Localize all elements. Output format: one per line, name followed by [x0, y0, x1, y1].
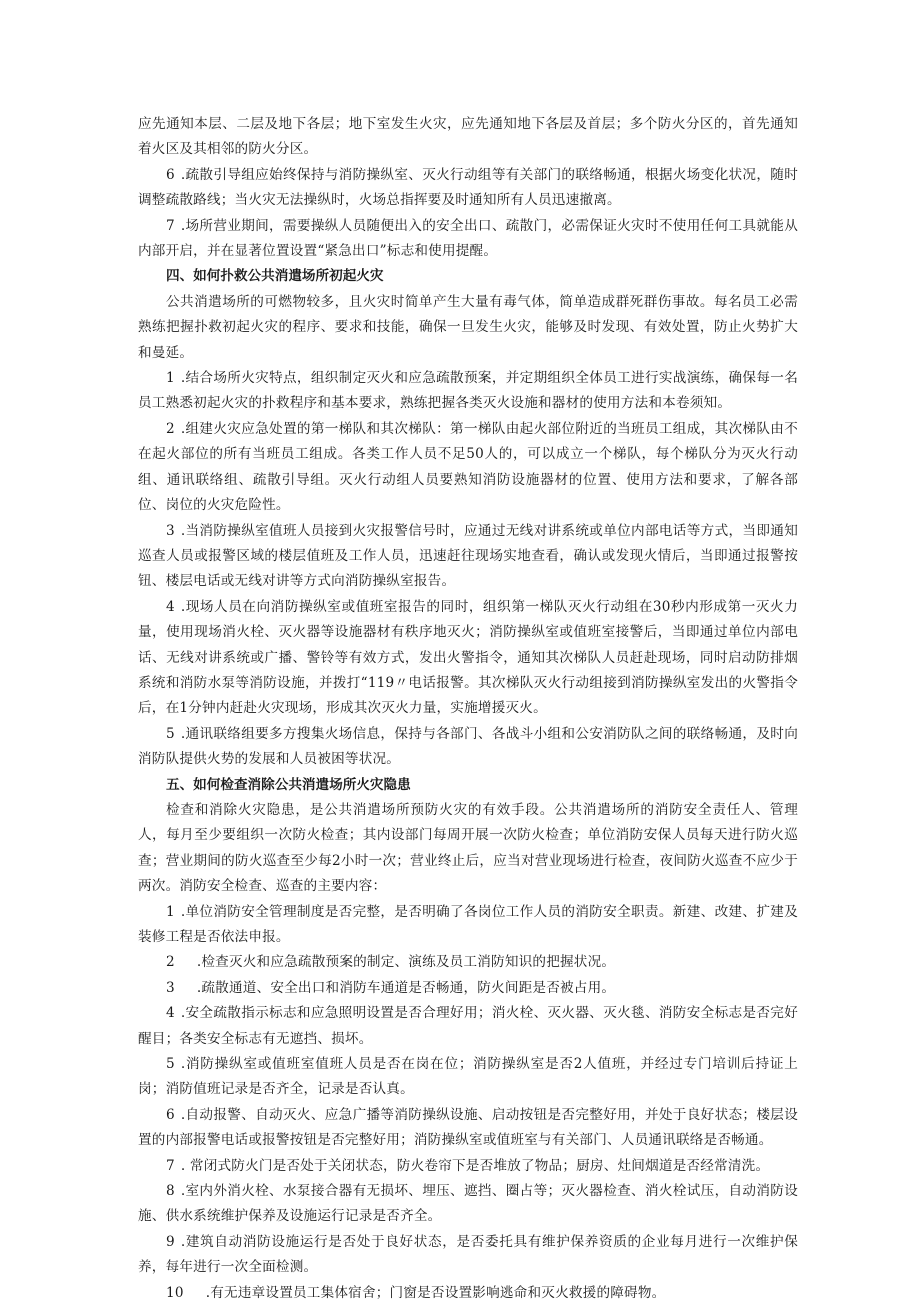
item-number: 10	[166, 1284, 184, 1301]
item-number: 6	[166, 166, 175, 183]
section-heading: 四、如何扑救公共消遣场所初起火灾	[166, 268, 384, 285]
numbered-paragraph	[138, 722, 798, 773]
section-heading: 五、如何检查消除公共消遣场所火灾隐患	[166, 776, 411, 793]
item-number: 1	[166, 370, 175, 387]
numbered-paragraph	[138, 1179, 798, 1230]
body-paragraph	[138, 112, 798, 163]
numbered-paragraph	[138, 595, 798, 722]
numbered-paragraph	[138, 519, 798, 595]
numbered-paragraph	[138, 1001, 798, 1052]
paragraph-text: .现场人员在向消防操纵室或值班室报告的同时，组织第一梯队灭火行动组在30秒内形成第一灭火力量，使用现场消火栓、灭火器等设施器材有秩序地灭火；消防操纵室或值班室接警后，当即通过单位内部电话、无线对讲系统或广播、警铃等有效方式，发出火警指令，通知其次梯队人员赶赴现场，同时启动防排烟系统和消防水泵等消防设施，并拨打“119〃电话报警。其次梯队灭火行动组接到消防操纵室发出的火警指令后，在1分钟内赶赴火灾现场，形成其次灭火力量，实施增援灭火。	[138, 598, 798, 717]
numbered-paragraph	[138, 1052, 798, 1103]
paragraph-text: .通讯联络组要多方搜集火场信息，保持与各部门、各战斗小组和公安消防队之间的联络畅通，及时向消防队提供火势的发展和人员被困等状况。	[138, 725, 798, 768]
body-paragraph	[138, 798, 798, 900]
numbered-paragraph	[138, 214, 798, 265]
item-number: 4	[166, 598, 175, 615]
paragraph-text: .自动报警、自动灭火、应急广播等消防操纵设施、启动按钮是否完整好用，并处于良好状态；楼层设置的内部报警电话或报警按钮是否完整好用；消防操纵室或值班室与有关部门、人员通讯联络是否畅通。	[138, 1106, 798, 1149]
numbered-paragraph	[138, 976, 798, 1001]
item-number: 8	[166, 1183, 175, 1200]
paragraph-text: .有无违章设置员工集体宿舍；门窗是否设置影响逃命和灭火救援的障碍物。	[205, 1284, 666, 1301]
item-number: 2	[166, 420, 175, 437]
item-number: 2	[166, 954, 175, 971]
numbered-paragraph	[138, 950, 798, 975]
numbered-paragraph	[138, 417, 798, 519]
item-number: 5	[166, 1056, 175, 1073]
numbered-paragraph	[138, 1103, 798, 1154]
paragraph-text: . 常闭式防火门是否处于关闭状态，防火卷帘下是否堆放了物品；厨房、灶间烟道是否经常清洗。	[180, 1157, 770, 1174]
item-number: 4	[166, 1005, 175, 1022]
paragraph-text: .建筑自动消防设施运行是否处于良好状态，是否委托具有维护保养资质的企业每月进行一次维护保养，每年进行一次全面检测。	[138, 1233, 798, 1276]
paragraph-text: 检查和消除火灾隐患，是公共消遣场所预防火灾的有效手段。公共消遣场所的消防安全责任人、管理人，每月至少要组织一次防火检查；其内设部门每周开展一次防火检查；单位消防安保人员每天进行防火巡查；营业期间的防火巡查至少每2小时一次；营业终止后，应当对营业现场进行检查，夜间防火巡查不应少于两次。消防安全检查、巡查的主要内容：	[138, 801, 798, 895]
paragraph-text: .结合场所火灾特点，组织制定灭火和应急疏散预案，并定期组织全体员工进行实战演练，确保每一名员工熟悉初起火灾的扑救程序和基本要求，熟练把握各类灭火设施和器材的使用方法和本卷须知。	[138, 370, 798, 412]
item-number: 6	[166, 1106, 175, 1123]
paragraph-text: 公共消遣场所的可燃物较多，且火灾时简单产生大量有毒气体，简单造成群死群伤事故。每名员工必需熟练把握扑救初起火灾的程序、要求和技能，确保一旦发生火灾，能够及时发现、有效处置，防止火势扩大和曼延。	[138, 293, 798, 361]
paragraph-text: .场所营业期间，需要操纵人员随便出入的安全出口、疏散门，必需保证火灾时不使用任何工具就能从内部开启，并在显著位置设置“紧急出口”标志和使用提醒。	[138, 217, 798, 260]
numbered-paragraph	[138, 900, 798, 951]
item-number: 5	[166, 725, 175, 742]
body-paragraph	[138, 290, 798, 366]
paragraph-text: .组建火灾应急处置的第一梯队和其次梯队：第一梯队由起火部位附近的当班员工组成，其次梯队由不在起火部位的所有当班员工组成。各类工作人员不足50人的，可以成立一个梯队，每个梯队分为灭火行动组、通讯联络组、疏散引导组。灭火行动组人员要熟知消防设施器材的位置、使用方法和要求，了解各部位、岗位的火灾危险性。	[138, 420, 798, 514]
item-number: 3	[166, 522, 175, 539]
numbered-paragraph	[138, 163, 798, 214]
numbered-paragraph	[138, 1230, 798, 1281]
paragraph-text: .消防操纵室或值班室值班人员是否在岗在位；消防操纵室是否2人值班，并经过专门培训后持证上岗；消防值班记录是否齐全，记录是否认真。	[138, 1056, 798, 1098]
item-number: 3	[166, 979, 175, 996]
document-body	[138, 112, 798, 1306]
numbered-paragraph	[138, 366, 798, 417]
paragraph-text: .单位消防安全管理制度是否完整，是否明确了各岗位工作人员的消防安全职责。新建、改建、扩建及装修工程是否依法申报。	[138, 903, 798, 945]
item-number: 9	[166, 1233, 175, 1250]
item-number: 7	[166, 1157, 175, 1174]
paragraph-text: .检查灭火和应急疏散预案的制定、演练及员工消防知识的把握状况。	[196, 954, 616, 971]
paragraph-text: .疏散引导组应始终保持与消防操纵室、灭火行动组等有关部门的联络畅通，根据火场变化状况，随时调整疏散路线；当火灾无法操纵时，火场总指挥要及时通知所有人员迅速撤离。	[138, 166, 798, 209]
paragraph-text: .当消防操纵室值班人员接到火灾报警信号时，应通过无线对讲系统或单位内部电话等方式，当即通知巡查人员或报警区域的楼层值班及工作人员，迅速赶往现场实地查看，确认或发现火情后，当即通过报警按钮、楼层电话或无线对讲等方式向消防操纵室报告。	[138, 522, 798, 590]
item-number: 1	[166, 903, 175, 920]
paragraph-text: 应先通知本层、二层及地下各层；地下室发生火灾，应先通知地下各层及首层；多个防火分区的，首先通知着火区及其相邻的防火分区。	[138, 116, 798, 158]
paragraph-text: .疏散通道、安全出口和消防车通道是否畅通，防火间距是否被占用。	[196, 979, 616, 996]
paragraph-text: .安全疏散指示标志和应急照明设置是否合理好用；消火栓、灭火器、灭火毯、消防安全标志是否完好醒目；各类安全标志有无遮挡、损坏。	[138, 1005, 798, 1047]
numbered-paragraph	[138, 1154, 798, 1179]
numbered-paragraph	[138, 1281, 798, 1306]
item-number: 7	[166, 217, 175, 234]
paragraph-text: .室内外消火栓、水泵接合器有无损坏、埋压、遮挡、圈占等；灭火器检查、消火栓试压，自动消防设施、供水系统维护保养及设施运行记录是否齐全。	[138, 1183, 798, 1225]
